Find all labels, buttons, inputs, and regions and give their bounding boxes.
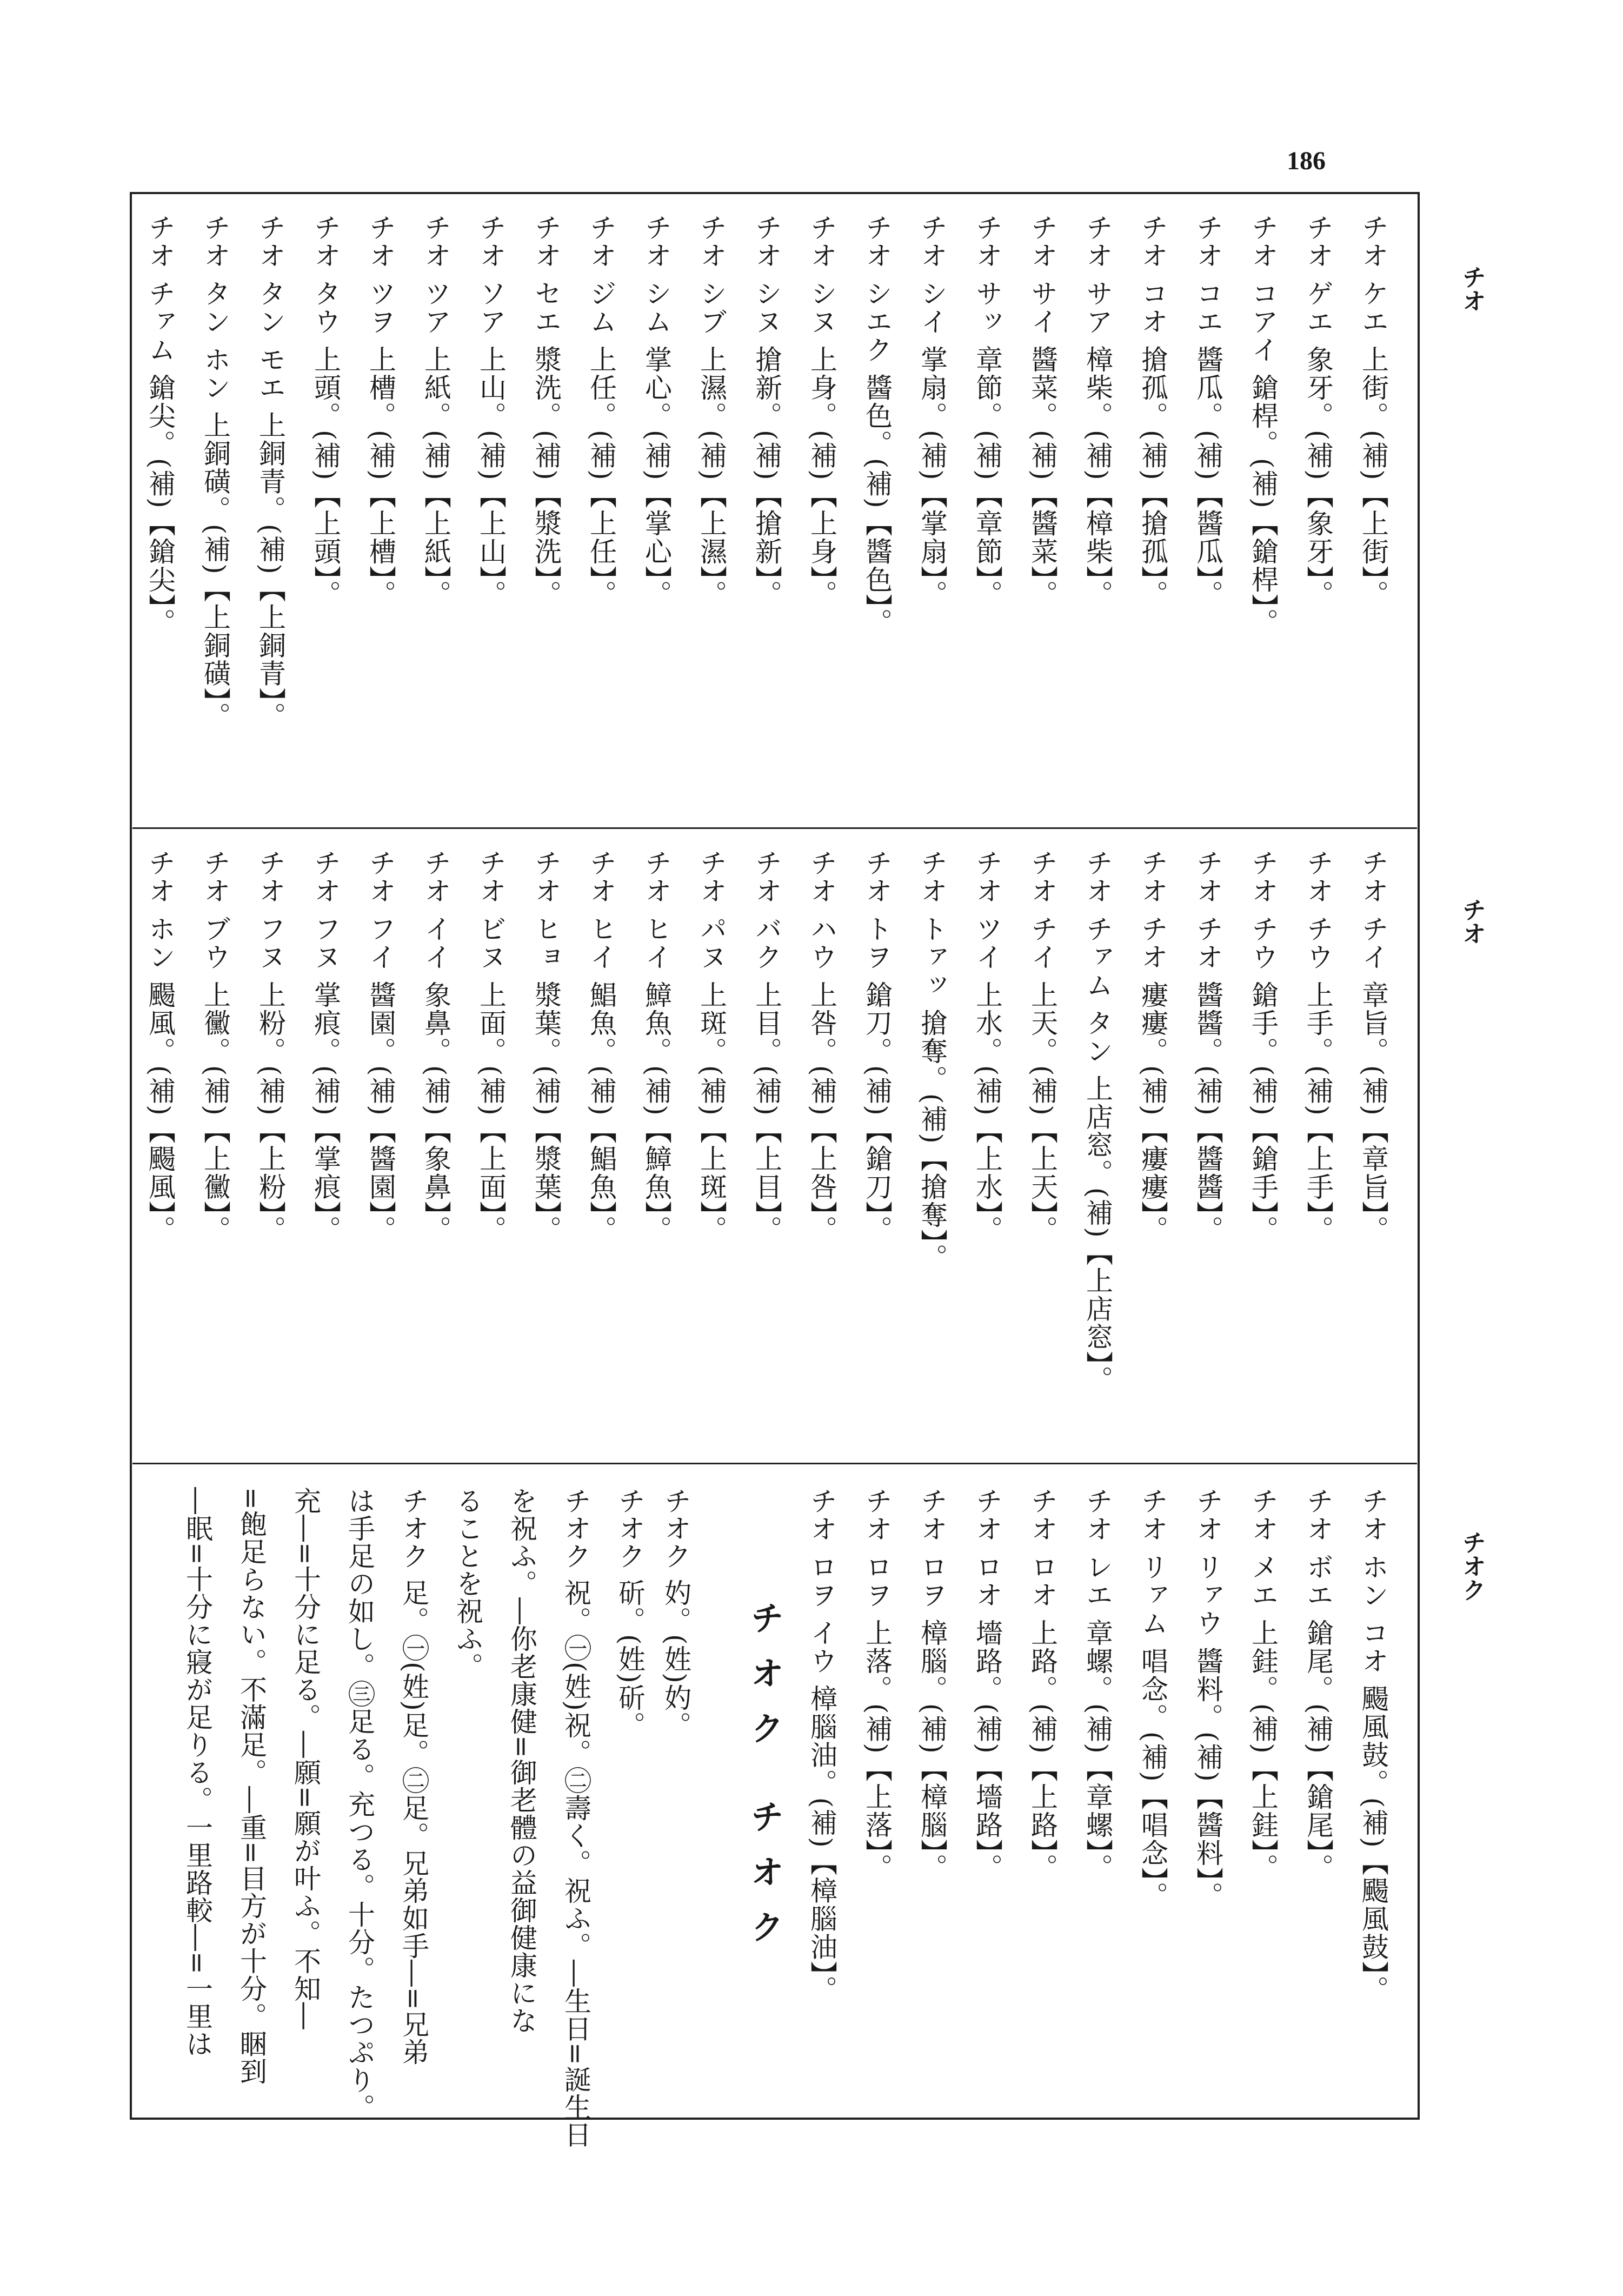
entry-column: チオ コオ 搶孤。(補)【搶孤】。 (1137, 214, 1168, 608)
entry-column: チオ リァウ 醬料。(補)【醬料】。 (1192, 1487, 1223, 1910)
entry-column: チオ ホン コオ 颺風鼓。(補)【颺風鼓】。 (1358, 1487, 1389, 2004)
entry-column: チオ チウ 上手。(補)【上手】。 (1302, 849, 1334, 1244)
entry-column: チオ ヒョ 漿葉。(補)【漿葉】。 (530, 849, 562, 1244)
prose-column: チオク 斫。(姓)斫。 (614, 1487, 646, 1739)
entry-column: チオ ツヲ 上槽。(補)【上槽】。 (365, 214, 396, 608)
entry-column: チオ チオ 醬醬。(補)【醬醬】。 (1192, 849, 1223, 1244)
entry-column: チオ トァッ 搶奪。(補)【搶奪】。 (916, 849, 948, 1272)
page-number: 186 (1287, 147, 1326, 175)
entry-column: チオ チイ 上天。(補)【上天】。 (1027, 849, 1058, 1244)
entry-column: チオ サア 樟柴。(補)【樟柴】。 (1082, 214, 1113, 608)
divider-upper (132, 827, 1417, 829)
entry-column: チオ バク 上目。(補)【上目】。 (751, 849, 782, 1244)
entry-column: チオ フヌ 掌痕。(補)【掌痕】。 (310, 849, 341, 1244)
entry-column: チオ タン ホン 上銅磺。(補)【上銅磺】。 (199, 214, 231, 731)
entry-column: チオ サイ 醬菜。(補)【醬菜】。 (1027, 214, 1058, 608)
entry-column: チオ シヌ 上身。(補)【上身】。 (806, 214, 837, 608)
entry-column: チオ チウ 鎗手。(補)【鎗手】。 (1247, 849, 1279, 1244)
entry-column: チオ フヌ 上粉。(補)【上粉】。 (255, 849, 286, 1244)
entry-column: チオ サッ 章節。(補)【章節】。 (972, 214, 1003, 608)
entry-column: チオ シム 掌心。(補)【掌心】。 (641, 214, 672, 608)
entry-column: チオ レエ 章螺。(補)【章螺】。 (1082, 1487, 1113, 1882)
entry-column: チオ ロヲ 樟腦。(補)【樟腦】。 (916, 1487, 948, 1882)
entry-column: チオ ロヲ イウ 樟腦油。(補)【樟腦油】。 (806, 1487, 837, 2004)
entry-column: チオ ブウ 上黴。(補)【上黴】。 (199, 849, 231, 1244)
entry-column: チオ イイ 象鼻。(補)【象鼻】。 (420, 849, 451, 1244)
prose-column: を祝ふ。―你老康健=御老體の益御健康にな (506, 1487, 537, 2034)
margin-header-lower: チオク (1458, 1530, 1486, 1602)
margin-header-upper: チオ (1458, 265, 1486, 313)
prose-column: 充―=十分に足る。―願=願が叶ふ。不知― (290, 1487, 321, 2030)
entry-column: チオ コアイ 鎗桿。(補)【鎗桿】。 (1247, 214, 1279, 636)
entry-column: チオ フイ 醬園。(補)【醬園】。 (365, 849, 396, 1244)
entry-column: チオ ロヲ 上落。(補)【上落】。 (861, 1487, 893, 1882)
entry-column: チオ ヒイ 鱆魚。(補)【鱆魚】。 (641, 849, 672, 1244)
entry-column: チオ ヒイ 鯧魚。(補)【鯧魚】。 (586, 849, 617, 1244)
entry-column: チオ ゲエ 象牙。(補)【象牙】。 (1302, 214, 1334, 608)
entry-column: チオ シヌ 搶新。(補)【搶新】。 (751, 214, 782, 608)
entry-column: チオ ボエ 鎗尾。(補)【鎗尾】。 (1302, 1487, 1334, 1882)
entry-column: チオ ロオ 墻路。(補)【墻路】。 (972, 1487, 1003, 1882)
divider-lower (132, 1463, 1417, 1464)
entry-column: チオ シブ 上濕。(補)【上濕】。 (696, 214, 727, 608)
entry-column: チオ シイ 掌扇。(補)【掌扇】。 (916, 214, 948, 608)
prose-column: ―眠=十分に寢が足りる。一里路較―=一里は (182, 1487, 213, 2058)
entry-column: チオ トヲ 鎗刀。(補)【鎗刀】。 (861, 849, 893, 1244)
entry-column: チオ ソア 上山。(補)【上山】。 (475, 214, 507, 608)
entry-column: チオ ロオ 上路。(補)【上路】。 (1027, 1487, 1058, 1882)
entry-column: チオ チオ 瘻瘻。(補)【瘻瘻】。 (1137, 849, 1168, 1244)
entry-column: チオ チァム 鎗尖。(補)【鎗尖】。 (144, 214, 176, 636)
margin-header-middle: チオ (1458, 898, 1486, 945)
entry-column: チオ ハウ 上咎。(補)【上咎】。 (806, 849, 837, 1244)
entry-column: チオ セエ 漿洗。(補)【漿洗】。 (530, 214, 562, 608)
entry-column: チオ チァム タン 上店窓。(補)【上店窓】。 (1082, 849, 1113, 1394)
entry-column: チオ ホン 颺風。(補)【颺風】。 (144, 849, 176, 1244)
prose-column: チオク 妁。(姓)妁。 (660, 1487, 691, 1739)
entry-column: チオ タン モエ 上銅青。(補)【上銅青】。 (255, 214, 286, 731)
entry-column: チオ ツイ 上水。(補)【上水】。 (972, 849, 1003, 1244)
entry-column: チオ ツア 上紙。(補)【上紙】。 (420, 214, 451, 608)
prose-column: は手足の如し。㊂足る。充つる。十分。たつぷり。 (344, 1487, 375, 2121)
entry-column: チオ タウ 上頭。(補)【上頭】。 (310, 214, 341, 608)
entry-column: チオ パヌ 上斑。(補)【上斑】。 (696, 849, 727, 1244)
prose-column: =飽足らない。不滿足。―重=目方が十分。睏到 (236, 1487, 267, 2085)
entry-column: チオ コエ 醬瓜。(補)【醬瓜】。 (1192, 214, 1223, 608)
prose-column: チオク 足。㊀(姓)足。㊁足。兄弟如手―=兄弟 (398, 1487, 429, 2066)
prose-column: チオク 祝。㊀(姓)祝。㊁壽く。祝ふ。―生日=誕生日 (560, 1487, 591, 2148)
entry-column: チオ チイ 章旨。(補)【章旨】。 (1358, 849, 1389, 1244)
section-heading: チオク チオク (745, 1601, 784, 1965)
entry-column: チオ シエク 醬色。(補)【醬色】。 (861, 214, 893, 636)
entry-column: チオ ジム 上任。(補)【上任】。 (586, 214, 617, 608)
entry-column: チオ メエ 上銈。(補)【上銈】。 (1247, 1487, 1279, 1882)
entry-column: チオ ケエ 上街。(補)【上街】。 (1358, 214, 1389, 608)
prose-column: ることを祝ふ。 (452, 1487, 483, 1680)
entry-column: チオ リァム 唱念。(補)【唱念】。 (1137, 1487, 1168, 1910)
entry-column: チオ ビヌ 上面。(補)【上面】。 (475, 849, 507, 1244)
